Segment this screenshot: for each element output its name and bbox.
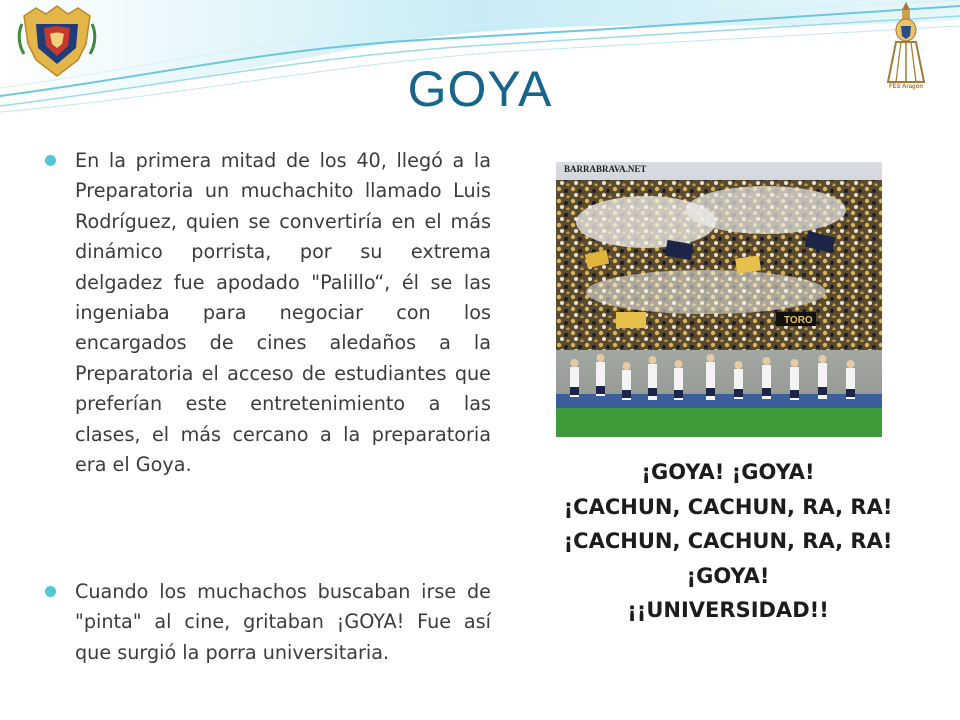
chant-line: ¡CACHUN, CACHUN, RA, RA! (563, 529, 893, 553)
bullet-dot-icon (45, 155, 56, 166)
chant-line: ¡GOYA! ¡GOYA! (641, 460, 815, 484)
banner-text: TORO (784, 315, 813, 326)
fes-aragon-caption: FES Aragón (888, 84, 924, 90)
chant-line: ¡¡UNIVERSIDAD!! (627, 598, 829, 622)
porra-chant (528, 455, 928, 628)
bullet-text: Cuando los muchachos buscaban irse de "pinta" al cine, gritaban ¡GOYA! Fue así que surgió la porra universitaria. (75, 580, 491, 664)
bullet-text: En la primera mitad de los 40, llegó a la Preparatoria un muchachito llamado Luis Rodríguez, quien se convertiría en el más dinámico porrista, por su extrema delgadez fue apodado "Palillo“, él se las ingeniaba para negociar con los encargados de cines aledaños a la Preparatoria el acceso de estudiantes que preferían este entretenimiento a las clases, el más cercano a la preparatoria era el Goya. (75, 149, 491, 477)
chant-line: ¡GOYA! (686, 563, 770, 588)
bullet-item (51, 577, 491, 668)
stadium-crowd-photo (556, 162, 882, 437)
bullet-item (51, 146, 491, 480)
chant-line: ¡CACHUN, CACHUN, RA, RA! (563, 494, 893, 519)
photo-watermark: BARRABRAVA.NET (564, 164, 647, 174)
slide-title: GOYA (407, 61, 553, 117)
bullet-dot-icon (45, 586, 56, 597)
